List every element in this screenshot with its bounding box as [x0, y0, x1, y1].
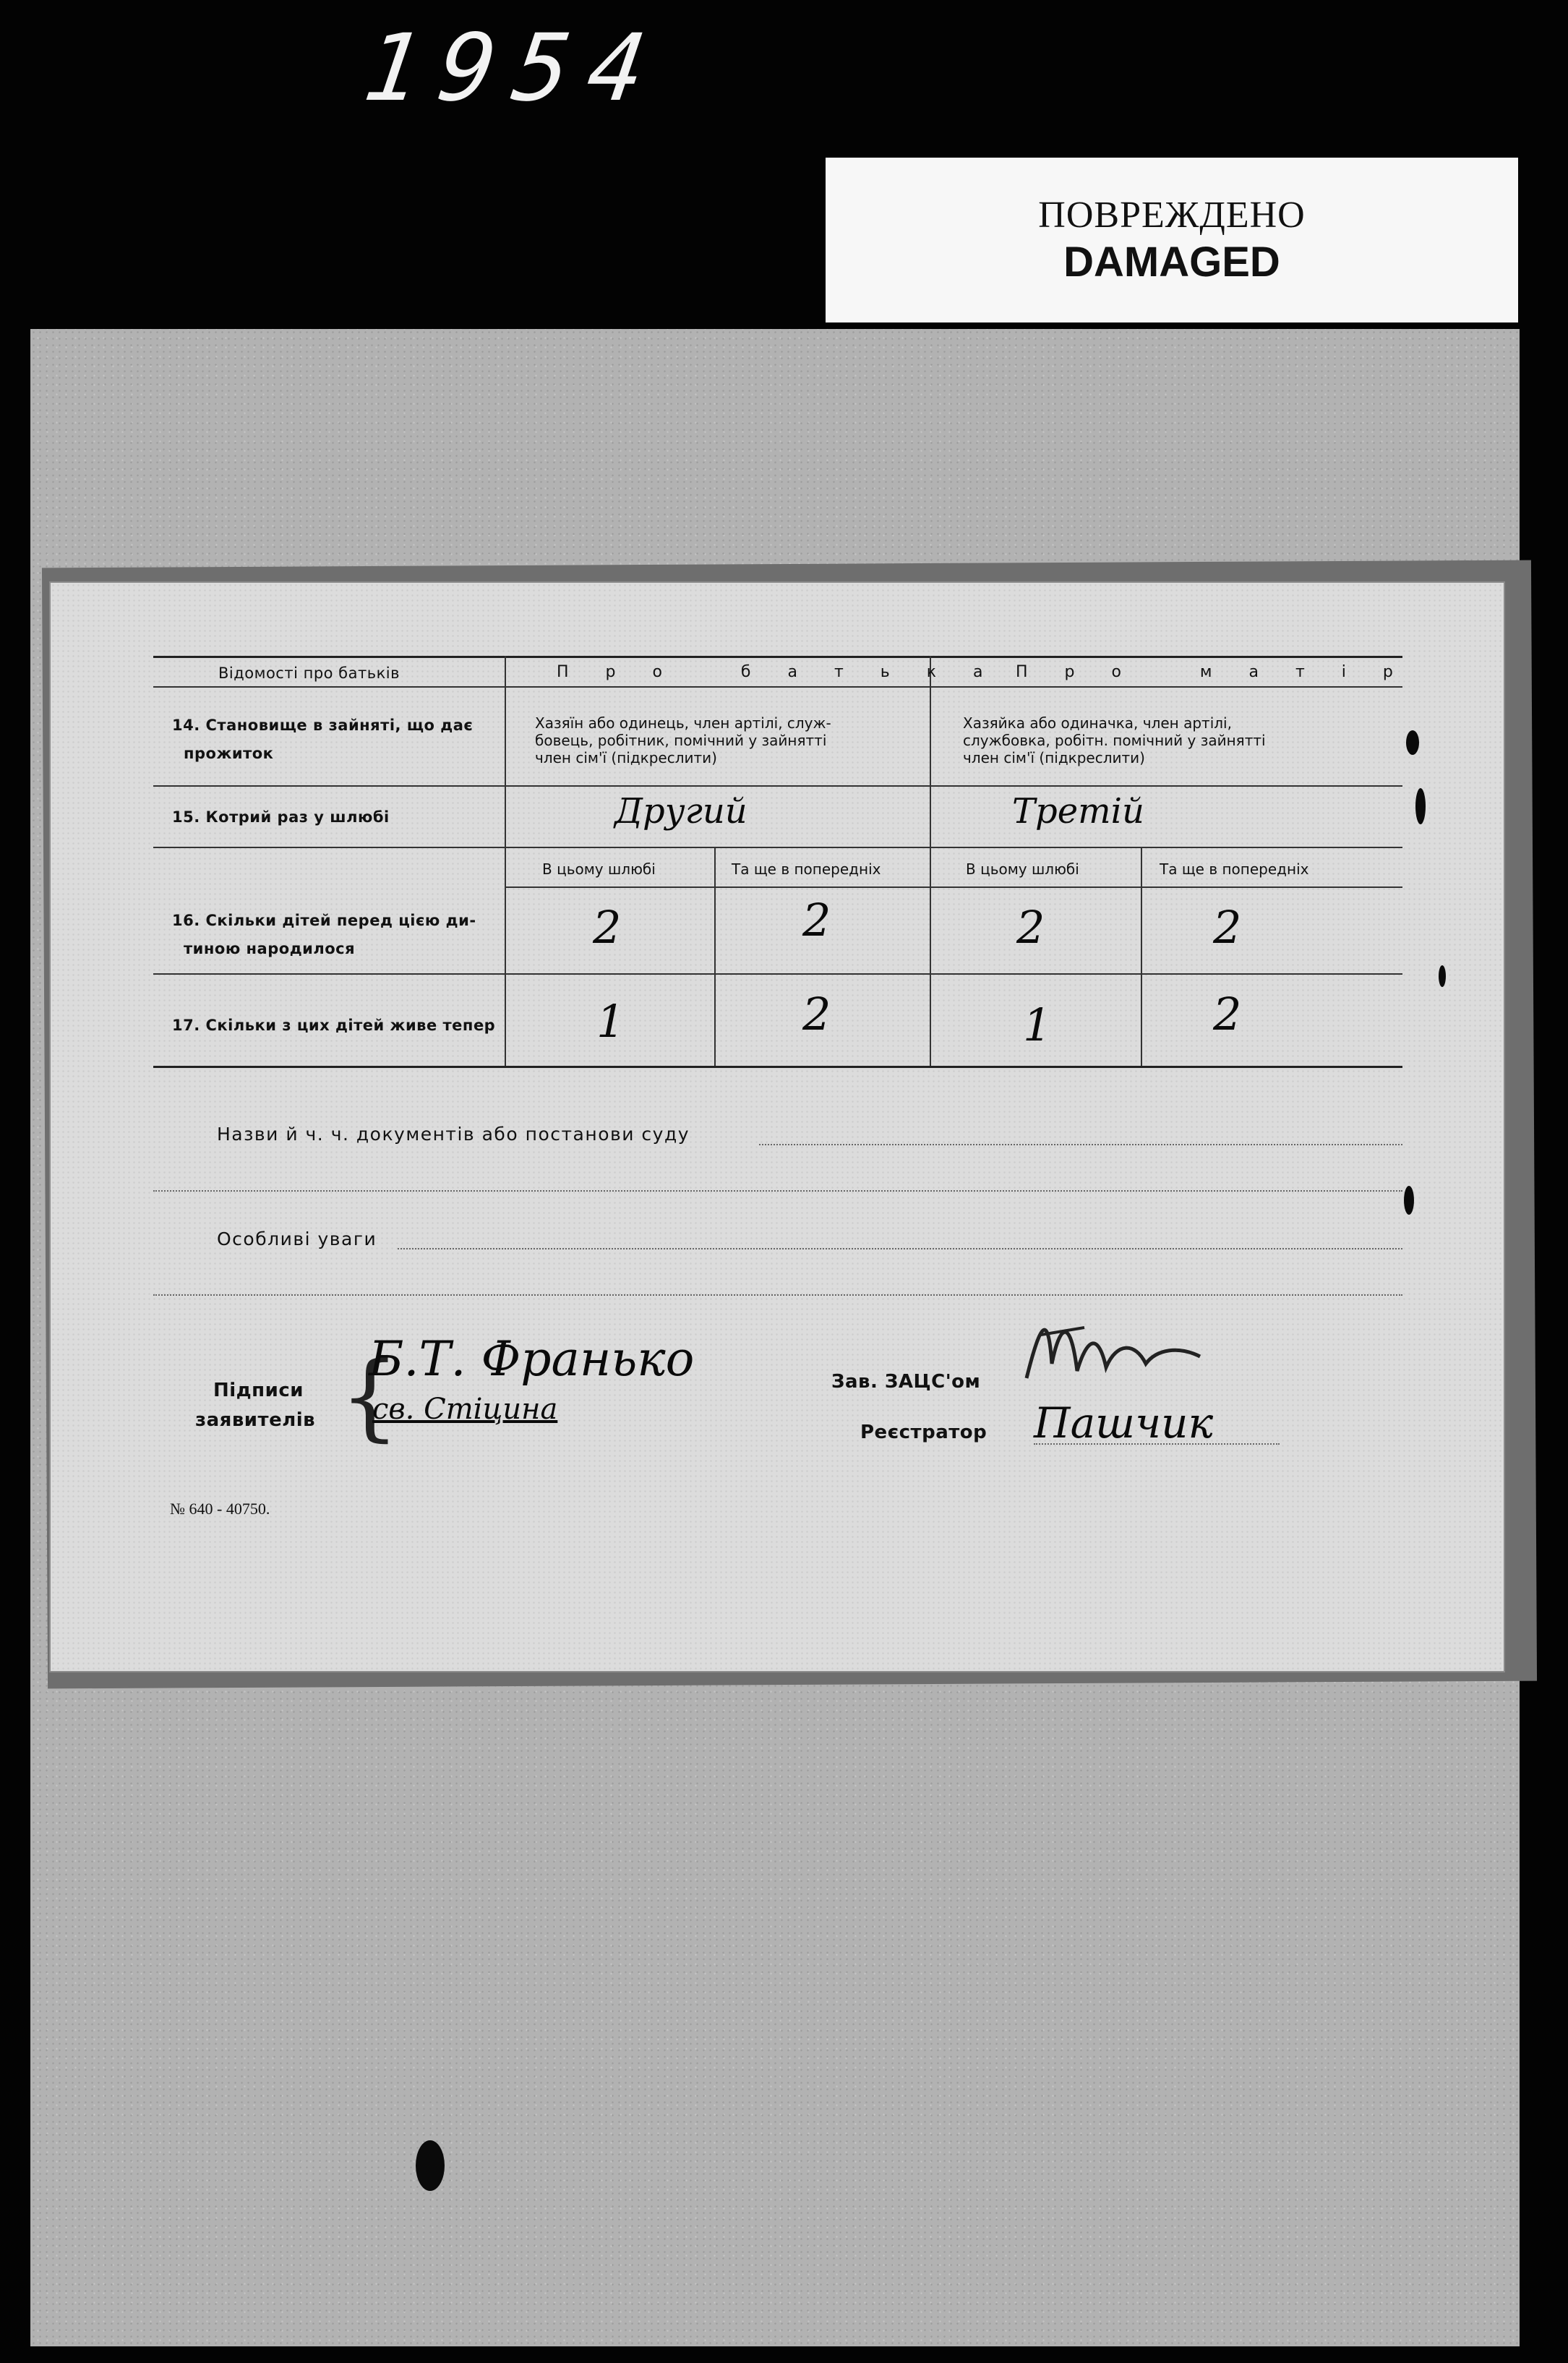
- form-number: № 640 - 40750.: [170, 1500, 270, 1518]
- documents-line-1: [759, 1144, 1402, 1145]
- applicant-1-signature: Б.Т. Франько: [369, 1331, 695, 1387]
- row14-rule: [153, 785, 1402, 787]
- remarks-line-2: [153, 1294, 1402, 1296]
- row16-label-1: 16. Скільки дітей перед цією ди-: [172, 912, 476, 929]
- row17-value-mother-this: 1: [1023, 999, 1052, 1051]
- table-top-rule: [153, 656, 1402, 658]
- row14-father-3: член сім'ї (підкреслити): [535, 749, 717, 766]
- applicants-label-2: заявителів: [195, 1409, 316, 1431]
- row16-label-2: тиною народилося: [184, 940, 356, 957]
- row14-label-1: 14. Становище в зайняті, що дає: [172, 717, 474, 734]
- row17-label: 17. Скільки з цих дітей живе тепер: [172, 1017, 496, 1034]
- row16-value-father-previous: 2: [802, 894, 831, 947]
- row17-value-father-this: 1: [596, 995, 625, 1048]
- row15-mother-value: Третій: [1012, 791, 1144, 832]
- row14-mother-2: службовка, робітн. помічний у зайнятті: [963, 732, 1266, 749]
- row16-value-mother-this: 2: [1016, 901, 1045, 954]
- header-father: П р о б а т ь к а: [557, 663, 999, 681]
- row14-father-1: Хазяїн або одинець, член артілі, служ-: [535, 714, 831, 732]
- damaged-label-ru: ПОВРЕЖДЕНО: [1038, 195, 1306, 236]
- head-label: Зав. ЗАЦС'ом: [831, 1371, 981, 1393]
- header-section: Відомості про батьків: [218, 665, 400, 682]
- ink-stain: [416, 2140, 445, 2191]
- applicant-2-signature: св. Стіцина: [372, 1393, 558, 1426]
- remarks-label: Особливі уваги: [217, 1228, 377, 1249]
- ink-speck: [1439, 965, 1446, 987]
- year-mark: 1954: [357, 14, 671, 122]
- subheader-rule: [506, 886, 1402, 888]
- row15-label: 15. Котрий раз у шлюбі: [172, 808, 390, 826]
- head-signature: [1019, 1306, 1207, 1393]
- row16-value-father-this: 2: [593, 901, 622, 954]
- record-card: [51, 583, 1504, 1671]
- documents-line-2: [153, 1190, 1402, 1192]
- documents-label: Назви й ч. ч. документів або постанови суду: [217, 1124, 690, 1145]
- registrar-signature: Пашчик: [1034, 1398, 1214, 1448]
- row14-father-2: бовець, робітник, помічний у зайнятті: [535, 732, 827, 749]
- damaged-label-en: DAMAGED: [1063, 239, 1280, 286]
- table-bottom-rule: [153, 1066, 1402, 1068]
- subheader-father-this: В цьому шлюбі: [542, 860, 656, 878]
- row14-label-2: прожиток: [184, 745, 274, 762]
- applicants-label-1: Підписи: [213, 1380, 304, 1401]
- col-divider-4: [1141, 847, 1142, 1066]
- registrar-line: [1034, 1443, 1280, 1445]
- damaged-label: [826, 158, 1518, 322]
- row15-father-value: Другий: [614, 791, 747, 832]
- ink-speck: [1406, 730, 1419, 755]
- registrar-label: Реєстратор: [860, 1422, 988, 1443]
- row17-value-father-previous: 2: [802, 988, 831, 1041]
- remarks-line-1: [398, 1248, 1402, 1249]
- subheader-mother-previous: Та ще в попередніх: [1160, 860, 1309, 878]
- subheader-father-previous: Та ще в попередніх: [732, 860, 881, 878]
- col-divider-2: [930, 656, 931, 1066]
- row16-rule: [153, 973, 1402, 975]
- ink-speck: [1415, 788, 1426, 824]
- applicants-brace: {: [340, 1341, 400, 1451]
- row14-mother-1: Хазяйка або одиначка, член артілі,: [963, 714, 1232, 732]
- row15-rule: [153, 847, 1402, 848]
- header-rule: [153, 686, 1402, 688]
- col-divider-3: [714, 847, 716, 1066]
- ink-speck: [1404, 1186, 1414, 1215]
- col-divider-1: [505, 656, 506, 1066]
- header-mother: П р о м а т і р: [1016, 663, 1409, 681]
- row16-value-mother-previous: 2: [1213, 901, 1242, 954]
- row17-value-mother-previous: 2: [1213, 988, 1242, 1041]
- row14-mother-3: член сім'ї (підкреслити): [963, 749, 1145, 766]
- subheader-mother-this: В цьому шлюбі: [966, 860, 1079, 878]
